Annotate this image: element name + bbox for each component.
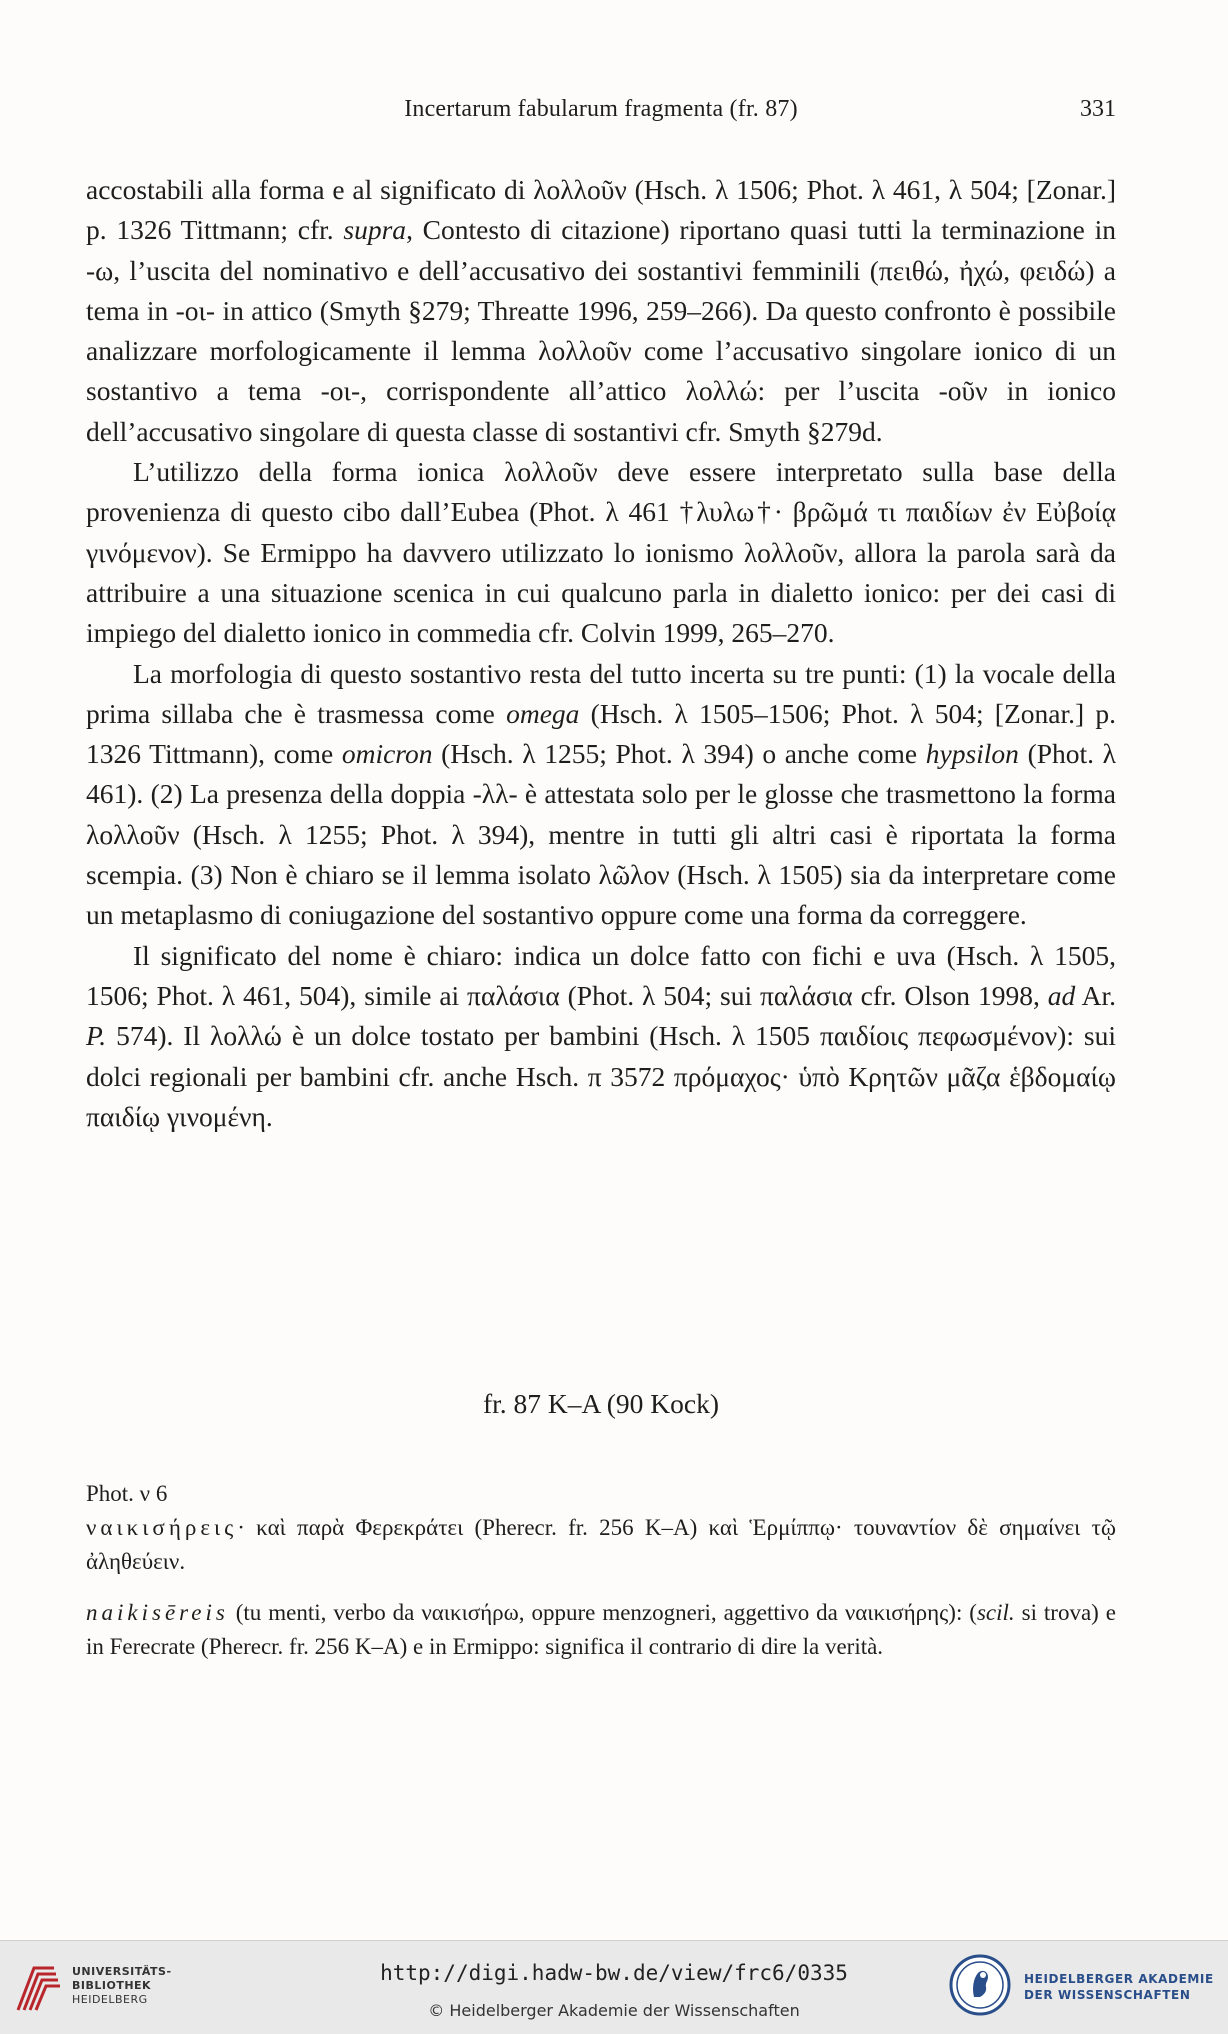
p1-italic-supra: supra — [343, 214, 407, 246]
p4-text-c: Ar. — [1075, 979, 1117, 1011]
p4-text-e: 574). Il λολλώ è un dolce tostato per bambini (Hsch. λ 1505 παιδίοις πεφωσμένον): sui dolci regionali per bambini cfr. anche Hsch. π 3572 πρόμαχος· ὑπὸ Κρητῶν μᾶζα ἑβδομαίῳ παιδίῳ γινομένη. — [86, 1020, 1116, 1132]
fragment-kock-number: (90 Kock) — [606, 1388, 719, 1419]
p3-text-c: (Hsch. λ 1505–1506; Phot. λ 504; [Zonar.] p. 1326 Tittmann), come — [86, 697, 1116, 770]
translation-lemma: naikisēreis — [86, 1600, 229, 1625]
ub-line-1: UNIVERSITÄTS- — [72, 1965, 172, 1978]
p3-italic-omicron: omicron — [341, 738, 433, 770]
fragment-translation — [86, 1596, 1116, 1664]
fragment-greek-text — [86, 1511, 1116, 1579]
academy-name[interactable] — [1024, 1971, 1214, 2003]
p4-italic-p: P. — [86, 1020, 107, 1052]
running-title: Incertarum fabularum fragmenta (fr. 87) — [404, 96, 798, 122]
p1-text-a: accostabili alla forma e al significato di λολλοῦν (Hsch. λ 1506; Phot. λ 461, λ 504; [Zonar.] p. 1326 Tittmann; cfr. — [86, 174, 1116, 246]
copyright-notice: © Heidelberger Akademie der Wissenschaften — [428, 2001, 800, 2020]
paragraph-2: L’utilizzo della forma ionica λολλοῦν deve essere interpretato sulla base della provenienza di questo cibo dall’Eubea (Phot. λ 461 †λυλω†· βρῶμά τι παιδίων ἐν Εὐβοίᾳ γινόμενον). Se Ermippo ha davvero utilizzato lo ionismo λολλοῦν, allora la parola sarà da attribuire a una situazione scenica in cui qualcuno parla in dialetto ionico: per dei casi di impiego del dialetto ionico in commedia cfr. Colvin 1999, 265–270. — [86, 456, 1116, 649]
p4-text-a: Il significato del nome è chiaro: indica un dolce fatto con fichi e uva (Hsch. λ 1505, 1506; Phot. λ 461, 504), simile ai παλάσια (Phot. λ 504; sui παλάσια cfr. Olson 1998, — [86, 939, 1116, 1011]
hadw-line-2: DER WISSENSCHAFTEN — [1024, 1988, 1191, 2002]
ub-line-2: BIBLIOTHEK — [72, 1979, 152, 1992]
viewer-footer — [0, 1940, 1228, 2034]
fragment-number: fr. 87 K–A — [482, 1388, 600, 1419]
academy-seal-icon[interactable] — [948, 1953, 1012, 2017]
translation-text-b: si trova) e in Ferecrate (Pherecr. fr. 256 K–A) e in Ermippo: significa il contrario di dire la verità. — [86, 1600, 1116, 1659]
translation-scil: scil. — [976, 1600, 1015, 1625]
p4-italic-ad: ad — [1047, 979, 1076, 1011]
translation-text-a: (tu menti, verbo da ναικισήρω, oppure menzogneri, aggettivo da ναικισήρης): ( — [228, 1600, 977, 1625]
ub-line-3: HEIDELBERG — [72, 1993, 148, 2006]
p1-text-c: , Contesto di citazione) riportano quasi tutti la terminazione in -ω, l’uscita del nominativo e dell’accusativo dei sostantivi femminili (πειθώ, ἠχώ, φειδώ) a tema in -οι- in attico (Smyth §279; Threatte 1996, 259–266). Da questo confronto è possibile analizzare morfologicamente il lemma λολλοῦν come l’accusativo singolare ionico di un sostantivo a tema -οι-, corrispondente all’attico λολλώ: per l’uscita -οῦν in ionico dell’accusativo singolare di questa classe di sostantivi cfr. Smyth §279d. — [86, 214, 1116, 447]
fragment-source: Phot. ν 6 — [86, 1481, 168, 1506]
paragraph-1 — [86, 170, 1116, 452]
greek-rest: · καὶ παρὰ Φερεκράτει (Pherecr. fr. 256 K–A) καὶ Ἑρμίππῳ· τουναντίον δὲ σημαίνει τῷ ἀληθεύειν. — [86, 1515, 1116, 1574]
paragraph-3 — [86, 654, 1116, 936]
fragment-heading — [86, 1388, 1116, 1420]
greek-lemma: ναικισήρεις — [86, 1515, 238, 1540]
paragraph-4 — [86, 936, 1116, 1137]
p3-italic-omega: omega — [506, 697, 580, 729]
p3-italic-hypsilon: hypsilon — [925, 738, 1019, 770]
permalink-url[interactable]: http://digi.hadw-bw.de/view/frc6/0335 — [380, 1961, 848, 1985]
page-number: 331 — [1080, 96, 1116, 122]
p3-text-g: (Phot. λ 461). (2) La presenza della doppia -λλ- è attestata solo per le glosse che trasmettono la forma λολλοῦν (Hsch. λ 1255; Phot. λ 394), mentre in tutti gli altri casi è riportata la forma scempia. (3) Non è chiaro se il lemma isolato λῶλον (Hsch. λ 1505) sia da interpretare come un metaplasmo di coniugazione del sostantivo oppure come una forma da correggere. — [86, 738, 1116, 931]
commentary-body — [86, 170, 1116, 1137]
running-head — [86, 96, 1116, 136]
hadw-line-1: HEIDELBERGER AKADEMIE — [1024, 1972, 1214, 1986]
p3-text-e: (Hsch. λ 1255; Phot. λ 394) o anche come — [432, 738, 926, 770]
p3-text-a: La morfologia di questo sostantivo resta del tutto incerta su tre punti: (1) la vocale della prima sillaba che è trasmessa come — [86, 657, 1116, 729]
